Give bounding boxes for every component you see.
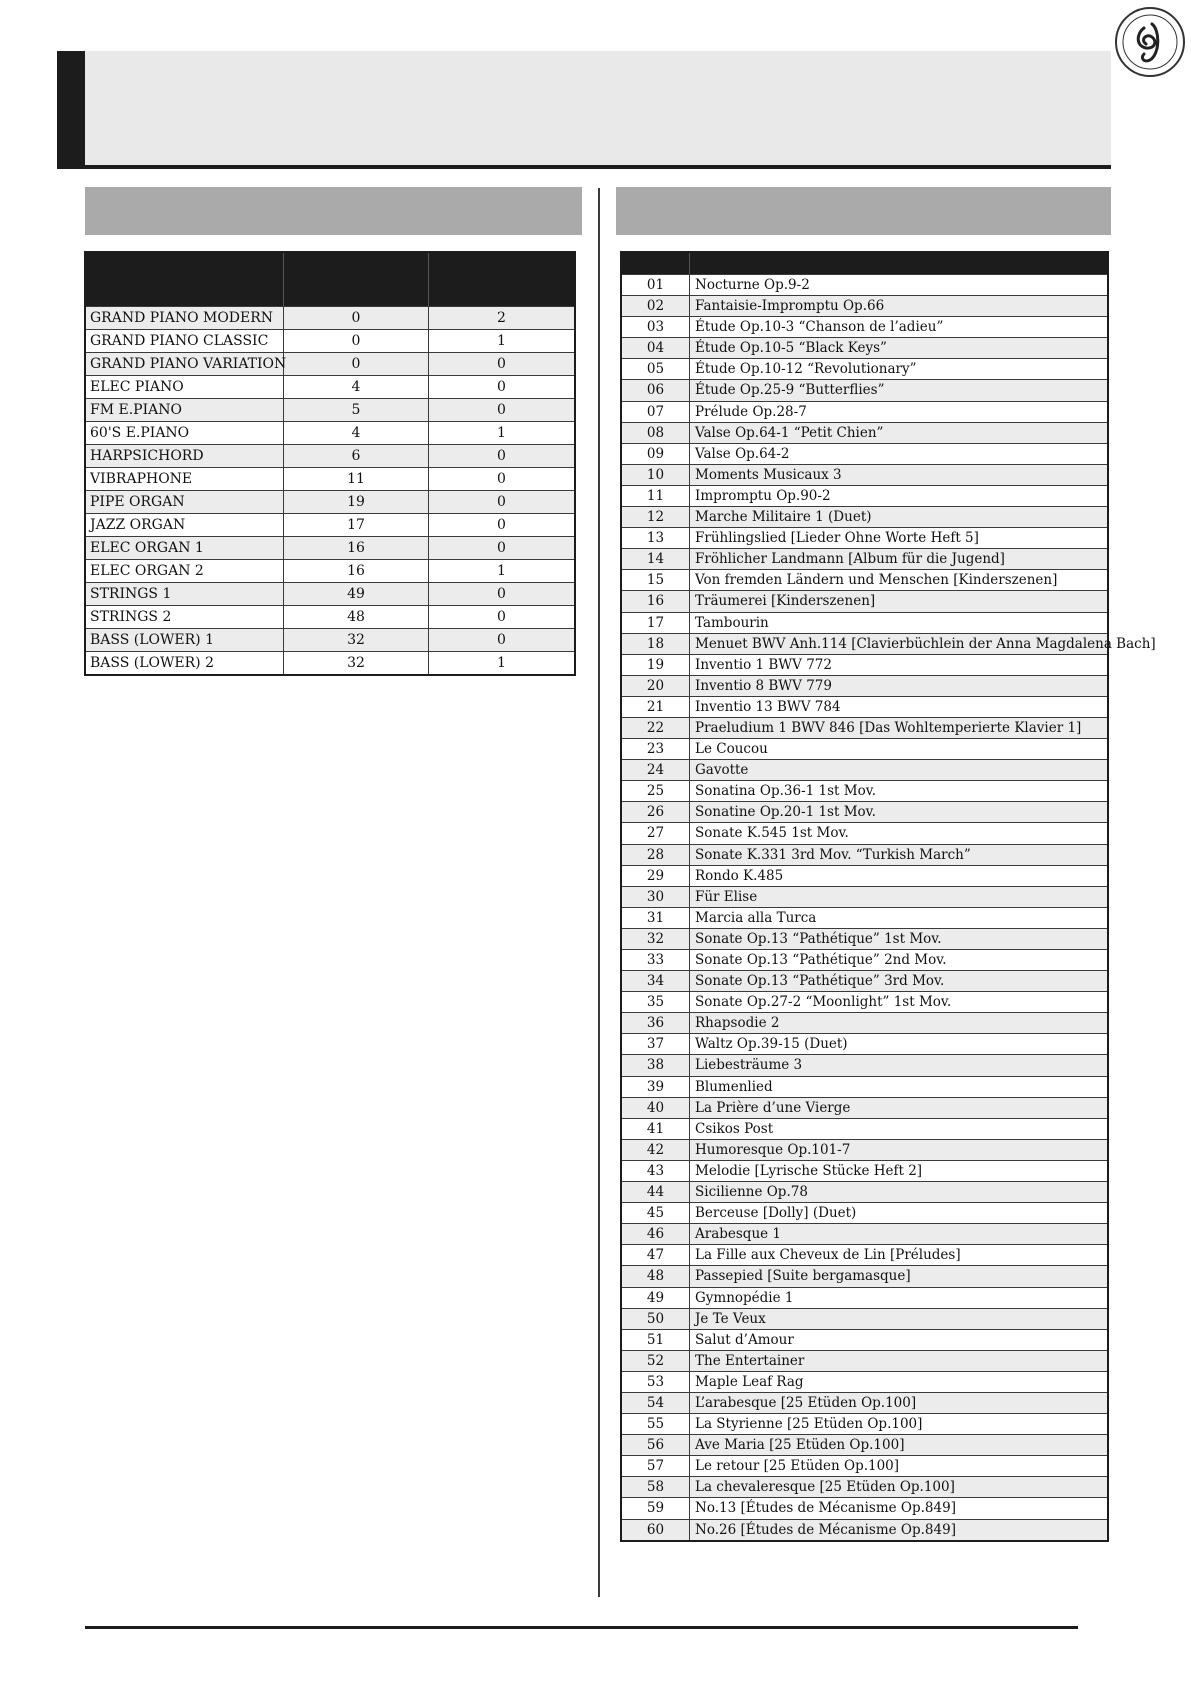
table-row [622, 590, 1107, 611]
song-title-cell: Passepied [Suite bergamasque] [695, 1268, 911, 1285]
table-row [622, 464, 1107, 485]
table-row [622, 1308, 1107, 1329]
table-row [622, 548, 1107, 569]
song-title-cell: No.26 [Études de Mécanisme Op.849] [695, 1521, 956, 1538]
table-row [622, 316, 1107, 337]
table-row [86, 375, 574, 398]
table-row [622, 991, 1107, 1012]
table-row [622, 780, 1107, 801]
tone-name-cell: PIPE ORGAN [86, 491, 284, 513]
song-title-cell: Von fremden Ländern und Menschen [Kinderszenen] [695, 572, 1058, 589]
table-row [622, 295, 1107, 316]
song-title-cell: Sonate Op.13 “Pathétique” 2nd Mov. [695, 952, 947, 968]
tone-value-b-cell: 0 [497, 609, 506, 625]
table-row [86, 582, 574, 605]
table-row [86, 536, 574, 559]
table-row [622, 717, 1107, 738]
song-number-cell: 11 [622, 486, 690, 506]
table-row [622, 337, 1107, 358]
table-row [622, 907, 1107, 928]
song-title-cell: Valse Op.64-2 [695, 445, 790, 462]
tone-value-a-cell: 4 [284, 376, 429, 398]
table-row [622, 759, 1107, 780]
song-title-cell: Waltz Op.39-15 (Duet) [695, 1036, 848, 1053]
song-number-cell: 18 [622, 634, 690, 654]
tone-value-b-cell: 0 [497, 471, 506, 487]
song-number-cell: 43 [622, 1161, 690, 1181]
tone-value-a-cell: 5 [284, 399, 429, 421]
table-row [622, 569, 1107, 590]
song-number-cell: 08 [622, 423, 690, 443]
song-number-cell: 28 [622, 845, 690, 865]
tone-value-b-cell: 0 [497, 448, 506, 464]
page-header-band [57, 51, 1111, 165]
song-table-body [622, 274, 1156, 1540]
table-row [86, 605, 574, 628]
table-row [622, 379, 1107, 400]
song-number-cell: 56 [622, 1435, 690, 1455]
tone-name-cell: GRAND PIANO VARIATION [86, 353, 284, 375]
table-row [622, 1012, 1107, 1033]
table-row [622, 527, 1107, 548]
song-title-cell: Étude Op.10-3 “Chanson de l’adieu” [695, 319, 944, 336]
song-number-cell: 33 [622, 950, 690, 970]
song-title-cell: Berceuse [Dolly] (Duet) [695, 1205, 857, 1222]
tone-value-b-cell: 1 [497, 333, 506, 349]
table-row [622, 1139, 1107, 1160]
song-title-cell: Fröhlicher Landmann [Album für die Jugend] [695, 551, 1005, 568]
table-row [86, 421, 574, 444]
song-number-cell: 30 [622, 887, 690, 907]
tone-table-header [86, 253, 574, 306]
song-title-cell: Impromptu Op.90-2 [695, 487, 831, 504]
tone-value-a-cell: 11 [284, 468, 429, 490]
table-row [622, 654, 1107, 675]
table-row [622, 738, 1107, 759]
table-row [622, 949, 1107, 970]
table-row [622, 1202, 1107, 1223]
tone-value-a-cell: 19 [284, 491, 429, 513]
song-title-cell: Sonatina Op.36-1 1st Mov. [695, 783, 877, 800]
table-row [622, 675, 1107, 696]
song-number-cell: 52 [622, 1351, 690, 1371]
song-number-cell: 14 [622, 549, 690, 569]
song-table-header [622, 253, 1107, 274]
table-row [86, 306, 574, 329]
table-row [622, 1455, 1107, 1476]
tone-value-b-cell: 1 [497, 425, 506, 441]
tone-name-cell: GRAND PIANO MODERN [86, 307, 284, 329]
table-row [622, 1076, 1107, 1097]
page-header-marker [57, 51, 85, 168]
song-title-cell: Moments Musicaux 3 [695, 466, 842, 483]
tone-name-cell: ELEC ORGAN 1 [86, 537, 284, 559]
song-number-cell: 22 [622, 718, 690, 738]
song-number-cell: 31 [622, 908, 690, 928]
table-row [86, 651, 574, 674]
song-number-cell: 50 [622, 1309, 690, 1329]
song-title-cell: La Styrienne [25 Etüden Op.100] [695, 1416, 923, 1433]
tone-value-b-cell: 0 [497, 517, 506, 533]
song-number-cell: 57 [622, 1456, 690, 1476]
song-title-cell: Maple Leaf Rag [695, 1373, 804, 1390]
tone-value-a-cell: 17 [284, 514, 429, 536]
song-number-cell: 40 [622, 1098, 690, 1118]
song-number-cell: 13 [622, 528, 690, 548]
song-title-cell: Rondo K.485 [695, 867, 784, 884]
tone-name-cell: VIBRAPHONE [86, 468, 284, 490]
table-row [622, 1265, 1107, 1286]
table-row [622, 1033, 1107, 1054]
song-number-cell: 27 [622, 823, 690, 843]
table-row [622, 1329, 1107, 1350]
song-title-cell: Marcia alla Turca [695, 909, 817, 926]
table-row [622, 506, 1107, 527]
table-row [622, 865, 1107, 886]
table-row [622, 612, 1107, 633]
song-number-cell: 49 [622, 1288, 690, 1308]
table-row [622, 1434, 1107, 1455]
table-row [622, 422, 1107, 443]
song-number-cell: 58 [622, 1477, 690, 1497]
song-title-cell: Étude Op.10-12 “Revolutionary” [695, 361, 917, 378]
table-row [86, 398, 574, 421]
table-row [86, 628, 574, 651]
tone-value-b-cell: 0 [497, 540, 506, 556]
song-number-cell: 10 [622, 465, 690, 485]
table-row [86, 490, 574, 513]
song-number-cell: 44 [622, 1182, 690, 1202]
tone-name-cell: JAZZ ORGAN [86, 514, 284, 536]
table-row [622, 970, 1107, 991]
tone-table-body [86, 306, 574, 674]
song-section-bar [616, 187, 1111, 235]
table-row [622, 274, 1107, 295]
song-title-cell: La chevaleresque [25 Etüden Op.100] [695, 1479, 955, 1496]
tone-value-b-cell: 0 [497, 494, 506, 510]
tone-name-cell: BASS (LOWER) 1 [86, 629, 284, 651]
song-number-cell: 21 [622, 697, 690, 717]
table-row [622, 928, 1107, 949]
table-row [622, 1497, 1107, 1518]
table-row [622, 886, 1107, 907]
song-title-cell: Humoresque Op.101-7 [695, 1141, 851, 1158]
song-title-cell: Arabesque 1 [695, 1226, 782, 1243]
table-row [86, 444, 574, 467]
song-title-cell: Marche Militaire 1 (Duet) [695, 509, 872, 526]
song-number-cell: 07 [622, 402, 690, 422]
song-number-cell: 59 [622, 1498, 690, 1518]
tone-value-a-cell: 48 [284, 606, 429, 628]
song-title-cell: La Prière d’une Vierge [695, 1099, 851, 1116]
song-number-cell: 06 [622, 380, 690, 400]
table-row [622, 633, 1156, 654]
song-number-cell: 01 [622, 275, 690, 295]
song-number-cell: 17 [622, 613, 690, 633]
treble-clef-seal-icon [1114, 6, 1186, 78]
song-title-cell: Inventio 8 BWV 779 [695, 677, 832, 694]
tone-name-cell: FM E.PIANO [86, 399, 284, 421]
song-title-cell: No.13 [Études de Mécanisme Op.849] [695, 1500, 956, 1517]
tone-value-b-cell: 0 [497, 632, 506, 648]
table-row [622, 822, 1107, 843]
song-number-cell: 23 [622, 739, 690, 759]
song-title-cell: Menuet BWV Anh.114 [Clavierbüchlein der Anna Magdalena Bach] [695, 635, 1156, 652]
tone-name-cell: ELEC ORGAN 2 [86, 560, 284, 582]
song-title-cell: Sonate Op.27-2 “Moonlight” 1st Mov. [695, 994, 952, 1011]
song-number-cell: 36 [622, 1013, 690, 1033]
table-row [622, 1160, 1107, 1181]
song-number-cell: 32 [622, 929, 690, 949]
song-title-cell: Sonate K.545 1st Mov. [695, 825, 849, 842]
song-title-cell: L’arabesque [25 Etüden Op.100] [695, 1394, 917, 1411]
song-title-cell: Für Elise [695, 888, 758, 905]
song-title-cell: Le Coucou [695, 741, 768, 758]
song-title-cell: Csikos Post [695, 1120, 774, 1137]
song-number-cell: 20 [622, 676, 690, 696]
song-number-cell: 34 [622, 971, 690, 991]
table-row [622, 1054, 1107, 1075]
song-title-cell: Praeludium 1 BWV 846 [Das Wohltemperierte Klavier 1] [695, 719, 1082, 736]
tone-value-b-cell: 2 [497, 310, 506, 326]
table-row [622, 1223, 1107, 1244]
song-number-cell: 05 [622, 359, 690, 379]
table-row [622, 1181, 1107, 1202]
song-title-cell: Ave Maria [25 Etüden Op.100] [695, 1437, 905, 1454]
table-row [622, 1392, 1107, 1413]
table-row [622, 1097, 1107, 1118]
tone-value-a-cell: 49 [284, 583, 429, 605]
song-number-cell: 60 [622, 1520, 690, 1540]
page-header-rule [57, 165, 1111, 169]
song-title-cell: Étude Op.10-5 “Black Keys” [695, 340, 887, 357]
song-title-cell: Nocturne Op.9-2 [695, 277, 810, 293]
song-number-cell: 03 [622, 317, 690, 337]
song-number-cell: 41 [622, 1119, 690, 1139]
tone-value-a-cell: 6 [284, 445, 429, 467]
tone-name-cell: BASS (LOWER) 2 [86, 652, 284, 674]
table-row [622, 801, 1107, 822]
table-row [622, 1287, 1107, 1308]
song-number-cell: 38 [622, 1055, 690, 1075]
table-row [86, 352, 574, 375]
song-title-cell: The Entertainer [695, 1352, 805, 1369]
song-number-cell: 25 [622, 781, 690, 801]
song-number-cell: 26 [622, 802, 690, 822]
song-number-cell: 19 [622, 655, 690, 675]
song-title-cell: Inventio 1 BWV 772 [695, 656, 832, 673]
song-number-cell: 54 [622, 1393, 690, 1413]
table-row [622, 401, 1107, 422]
table-row [622, 485, 1107, 506]
song-number-cell: 45 [622, 1203, 690, 1223]
tone-value-b-cell: 1 [497, 563, 506, 579]
song-title-cell: Gymnopédie 1 [695, 1289, 794, 1306]
tone-name-cell: 60'S E.PIANO [86, 422, 284, 444]
song-title-cell: Sonate Op.13 “Pathétique” 1st Mov. [695, 930, 942, 947]
footer-rule [85, 1626, 1078, 1629]
song-title-cell: Sicilienne Op.78 [695, 1184, 808, 1201]
tone-value-a-cell: 0 [284, 353, 429, 375]
table-row [86, 559, 574, 582]
tone-value-b-cell: 0 [497, 379, 506, 395]
column-divider [598, 188, 600, 1597]
song-title-cell: Salut d’Amour [695, 1331, 794, 1348]
table-row [86, 329, 574, 352]
table-row [622, 1371, 1107, 1392]
song-title-cell: Frühlingslied [Lieder Ohne Worte Heft 5] [695, 530, 979, 547]
song-number-cell: 51 [622, 1330, 690, 1350]
tone-name-cell: STRINGS 1 [86, 583, 284, 605]
tone-value-a-cell: 16 [284, 537, 429, 559]
table-row [622, 844, 1107, 865]
song-title-cell: Tambourin [695, 614, 769, 631]
song-title-cell: Je Te Veux [695, 1310, 766, 1327]
table-row [86, 513, 574, 536]
song-number-cell: 24 [622, 760, 690, 780]
table-row [622, 1476, 1107, 1497]
tone-value-a-cell: 0 [284, 307, 429, 329]
song-number-cell: 53 [622, 1372, 690, 1392]
song-title-cell: Liebesträume 3 [695, 1057, 803, 1074]
song-title-cell: Prélude Op.28-7 [695, 403, 807, 420]
song-title-cell: Fantaisie-Impromptu Op.66 [695, 298, 885, 315]
tone-value-b-cell: 0 [497, 586, 506, 602]
table-row [86, 467, 574, 490]
song-number-cell: 47 [622, 1245, 690, 1265]
song-number-cell: 04 [622, 338, 690, 358]
song-title-cell: Träumerei [Kinderszenen] [695, 593, 876, 610]
tone-value-a-cell: 32 [284, 652, 429, 674]
table-row [622, 1413, 1107, 1434]
tone-value-a-cell: 0 [284, 330, 429, 352]
song-title-cell: Gavotte [695, 762, 749, 779]
song-number-cell: 46 [622, 1224, 690, 1244]
table-row [622, 1519, 1107, 1540]
song-title-cell: Blumenlied [695, 1078, 773, 1095]
tone-name-cell: HARPSICHORD [86, 445, 284, 467]
tone-value-a-cell: 4 [284, 422, 429, 444]
table-row [622, 696, 1107, 717]
table-row [622, 1350, 1107, 1371]
song-number-cell: 55 [622, 1414, 690, 1434]
tone-value-a-cell: 16 [284, 560, 429, 582]
song-number-cell: 37 [622, 1034, 690, 1054]
song-number-cell: 09 [622, 444, 690, 464]
table-row [622, 1118, 1107, 1139]
tone-name-cell: STRINGS 2 [86, 606, 284, 628]
table-row [622, 1244, 1107, 1265]
tone-table [84, 251, 576, 676]
song-number-cell: 12 [622, 507, 690, 527]
song-number-cell: 16 [622, 591, 690, 611]
song-title-cell: Le retour [25 Etüden Op.100] [695, 1458, 900, 1475]
song-title-cell: Sonate K.331 3rd Mov. “Turkish March” [695, 846, 971, 863]
tone-name-cell: GRAND PIANO CLASSIC [86, 330, 284, 352]
tone-value-a-cell: 32 [284, 629, 429, 651]
table-row [622, 358, 1107, 379]
song-table [620, 251, 1156, 1542]
tone-value-b-cell: 0 [497, 402, 506, 418]
song-number-cell: 35 [622, 992, 690, 1012]
table-row [622, 443, 1107, 464]
song-title-cell: La Fille aux Cheveux de Lin [Préludes] [695, 1247, 961, 1264]
song-title-cell: Sonatine Op.20-1 1st Mov. [695, 804, 876, 821]
song-number-cell: 29 [622, 866, 690, 886]
song-number-cell: 42 [622, 1140, 690, 1160]
song-title-cell: Valse Op.64-1 “Petit Chien” [695, 424, 884, 441]
song-number-cell: 39 [622, 1077, 690, 1097]
song-number-cell: 48 [622, 1266, 690, 1286]
tone-section-bar [85, 187, 582, 235]
song-title-cell: Melodie [Lyrische Stücke Heft 2] [695, 1162, 923, 1179]
song-title-cell: Rhapsodie 2 [695, 1015, 780, 1032]
song-number-cell: 15 [622, 570, 690, 590]
song-title-cell: Sonate Op.13 “Pathétique” 3rd Mov. [695, 973, 945, 990]
song-title-cell: Inventio 13 BWV 784 [695, 698, 841, 715]
song-number-cell: 02 [622, 296, 690, 316]
tone-value-b-cell: 0 [497, 356, 506, 372]
song-title-cell: Étude Op.25-9 “Butterflies” [695, 382, 885, 399]
tone-name-cell: ELEC PIANO [86, 376, 284, 398]
tone-value-b-cell: 1 [497, 655, 506, 671]
